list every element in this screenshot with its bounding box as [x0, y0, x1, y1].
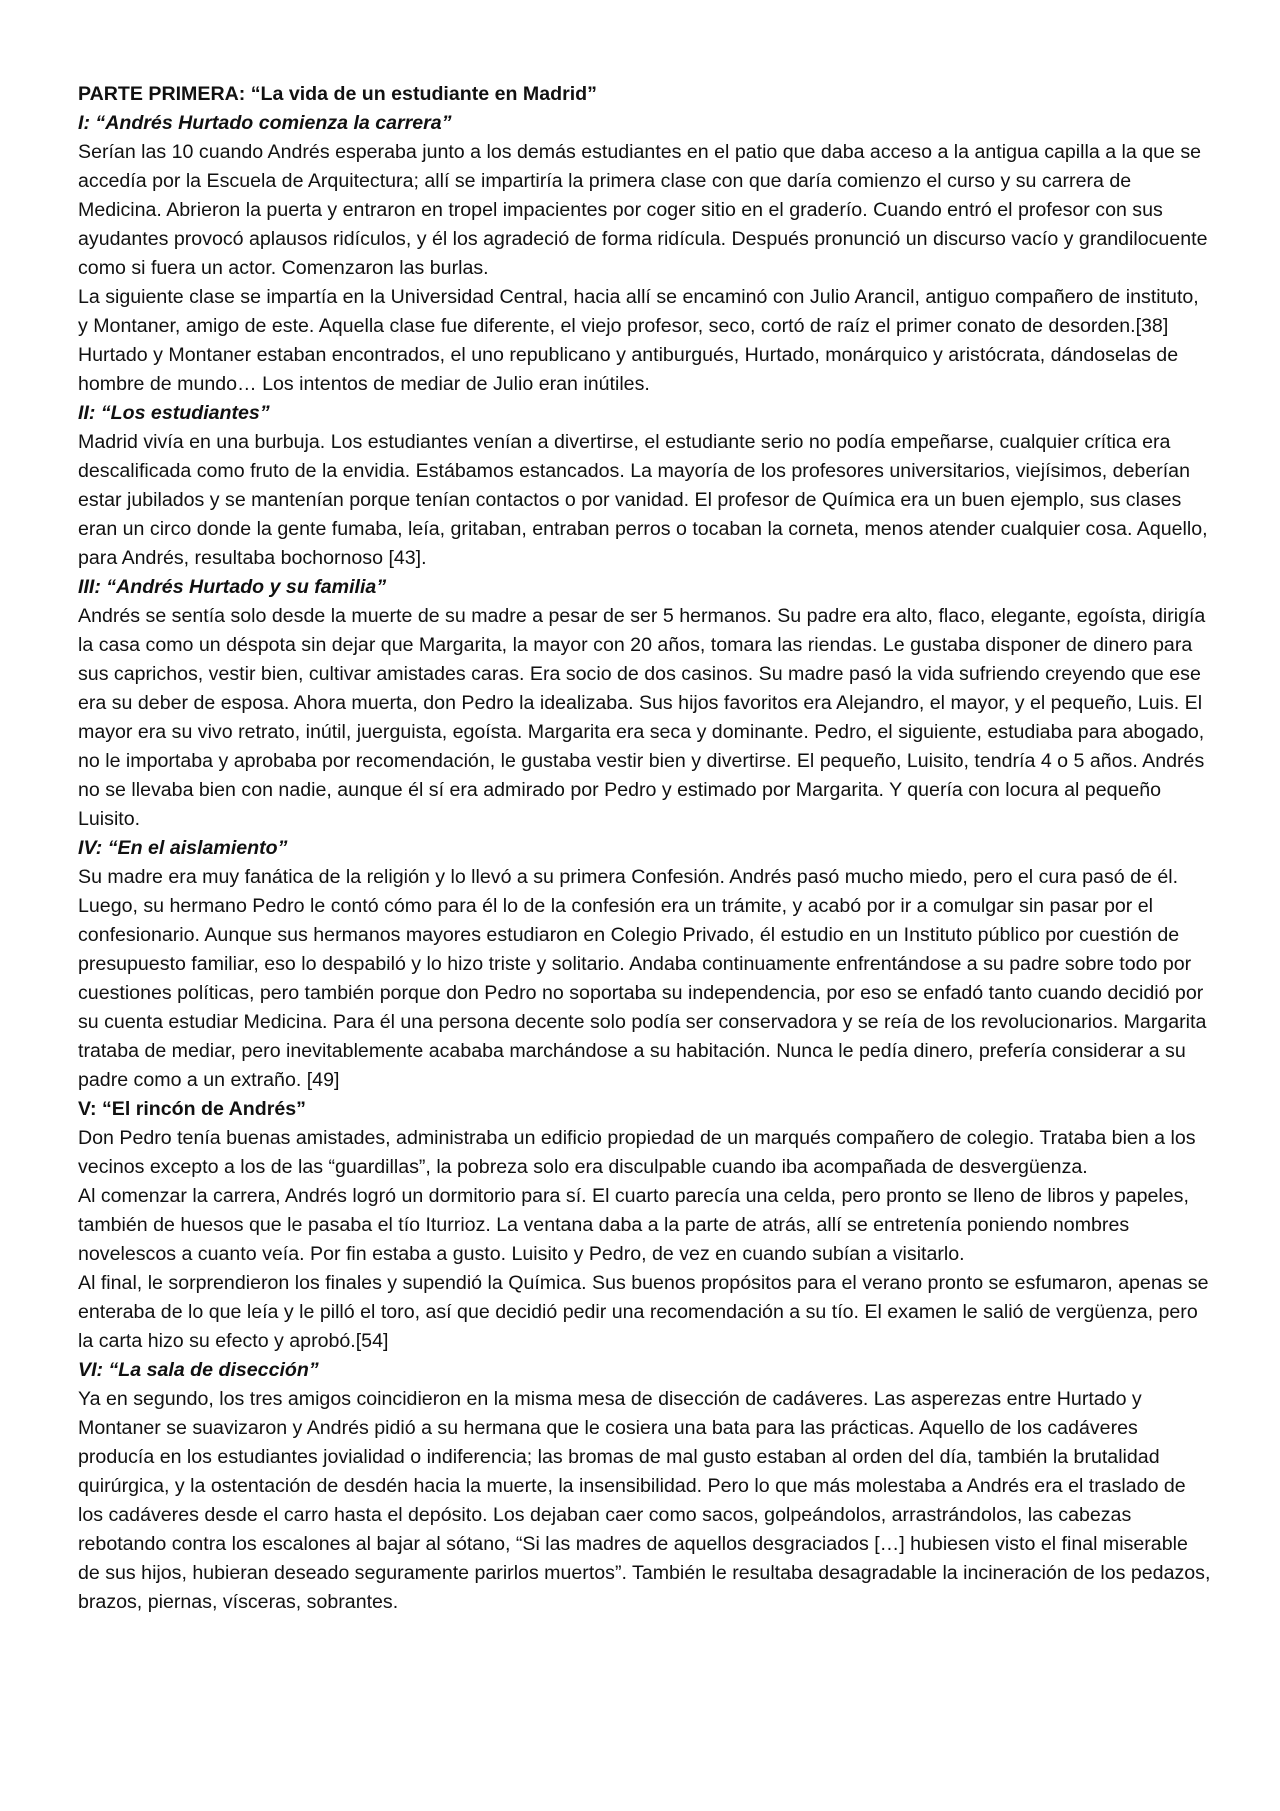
paragraph: Al comenzar la carrera, Andrés logró un dormitorio para sí. El cuarto parecía una celda, pero pronto se lleno de libros y papeles, también de huesos que le pasaba el tío Iturrioz. La ventana daba a la parte de atrás, allí se entretenía poniendo nombres novelescos a cuanto veía. Por fin estaba a gusto. Luisito y Pedro, de vez en cuando subían a visitarlo. [78, 1185, 1189, 1265]
paragraph: La siguiente clase se impartía en la Universidad Central, hacia allí se encaminó con Julio Arancil, antiguo compañero de instituto, y Montaner, amigo de este. Aquella clase fue diferente, el viejo profesor, seco, cortó de raíz el primer conato de desorden.[38] [78, 286, 1199, 337]
paragraph: Don Pedro tenía buenas amistades, administraba un edificio propiedad de un marqués compañero de colegio. Trataba bien a los vecinos excepto a los de las “guardillas”, la pobreza solo era disculpable cuando iba acompañada de desvergüenza. [78, 1127, 1196, 1178]
chapter-title: IV: “En el aislamiento” [78, 837, 288, 859]
paragraph: Ya en segundo, los tres amigos coincidieron en la misma mesa de disección de cadáveres. Las asperezas entre Hurtado y Montaner se suavizaron y Andrés pidió a su hermana que le cosiera una bata para las prácticas. Aquello de los cadáveres producía en los estudiantes jovialidad o indiferencia; las bromas de mal gusto estaban al orden del día, también la brutalidad quirúrgica, y la ostentación de desdén hacia la muerte, la insensibilidad. Pero lo que más molestaba a Andrés era el traslado de los cadáveres desde el carro hasta el depósito. Los dejaban caer como sacos, golpeándolos, arrastrándolos, las cabezas rebotando contra los escalones al bajar al sótano, “Si las madres de aquellos desgraciados […] hubiesen visto el final miserable de sus hijos, hubieran deseado seguramente parirlos muertos”. También le resultaba desagradable la incineración de los pedazos, brazos, piernas, vísceras, sobrantes. [78, 1388, 1211, 1613]
document-page [78, 80, 1213, 1617]
chapter-title: II: “Los estudiantes” [78, 402, 270, 424]
chapter-title: III: “Andrés Hurtado y su familia” [78, 576, 387, 598]
paragraph: Madrid vivía en una burbuja. Los estudiantes venían a divertirse, el estudiante serio no podía empeñarse, cualquier crítica era descalificada como fruto de la envidia. Estábamos estancados. La mayoría de los profesores universitarios, viejísimos, deberían estar jubilados y se mantenían porque tenían contactos o por vanidad. El profesor de Química era un buen ejemplo, sus clases eran un circo donde la gente fumaba, leía, gritaban, entraban perros o tocaban la corneta, menos atender cualquier cosa. Aquello, para Andrés, resultaba bochornoso [43]. [78, 431, 1208, 569]
paragraph: Su madre era muy fanática de la religión y lo llevó a su primera Confesión. Andrés pasó mucho miedo, pero el cura pasó de él. Luego, su hermano Pedro le contó cómo para él lo de la confesión era un trámite, y acabó por ir a comulgar sin pasar por el confesionario. Aunque sus hermanos mayores estudiaron en Colegio Privado, él estudio en un Instituto público por cuestión de presupuesto familiar, eso lo despabiló y lo hizo triste y solitario. Andaba continuamente enfrentándose a su padre sobre todo por cuestiones políticas, pero también porque don Pedro no soportaba su independencia, por eso se enfadó tanto cuando decidió por su cuenta estudiar Medicina. Para él una persona decente solo podía ser conservadora y se reía de los revolucionarios. Margarita trataba de mediar, pero inevitablemente acababa marchándose a su habitación. Nunca le pedía dinero, prefería considerar a su padre como a un extraño. [49] [78, 866, 1207, 1091]
paragraph: Andrés se sentía solo desde la muerte de su madre a pesar de ser 5 hermanos. Su padre era alto, flaco, elegante, egoísta, dirigía la casa como un déspota sin dejar que Margarita, la mayor con 20 años, tomara las riendas. Le gustaba disponer de dinero para sus caprichos, vestir bien, cultivar amistades caras. Era socio de dos casinos. Su madre pasó la vida sufriendo creyendo que ese era su deber de esposa. Ahora muerta, don Pedro la idealizaba. Sus hijos favoritos era Alejandro, el mayor, y el pequeño, Luis. El mayor era su vivo retrato, inútil, juerguista, egoísta. Margarita era seca y dominante. Pedro, el siguiente, estudiaba para abogado, no le importaba y aprobaba por recomendación, le gustaba vestir bien y divertirse. El pequeño, Luisito, tendría 4 o 5 años. Andrés no se llevaba bien con nadie, aunque él sí era admirado por Pedro y estimado por Margarita. Y quería con locura al pequeño Luisito. [78, 605, 1206, 830]
part-title: PARTE PRIMERA: “La vida de un estudiante en Madrid” [78, 83, 597, 105]
chapter-title: V: “El rincón de Andrés” [78, 1098, 306, 1120]
paragraph: Al final, le sorprendieron los finales y supendió la Química. Sus buenos propósitos para el verano pronto se esfumaron, apenas se enteraba de lo que leía y le pilló el toro, así que decidió pedir una recomendación a su tío. El examen le salió de vergüenza, pero la carta hizo su efecto y aprobó.[54] [78, 1272, 1209, 1352]
paragraph: Serían las 10 cuando Andrés esperaba junto a los demás estudiantes en el patio que daba acceso a la antigua capilla a la que se accedía por la Escuela de Arquitectura; allí se impartiría la primera clase con que daría comienzo el curso y su carrera de Medicina. Abrieron la puerta y entraron en tropel impacientes por coger sitio en el graderío. Cuando entró el profesor con sus ayudantes provocó aplausos ridículos, y él los agradeció de forma ridícula. Después pronunció un discurso vacío y grandilocuente como si fuera un actor. Comenzaron las burlas. [78, 141, 1208, 279]
chapter-title: I: “Andrés Hurtado comienza la carrera” [78, 112, 452, 134]
chapter-title: VI: “La sala de disección” [78, 1359, 319, 1381]
paragraph: Hurtado y Montaner estaban encontrados, el uno republicano y antiburgués, Hurtado, monárquico y aristócrata, dándoselas de hombre de mundo… Los intentos de mediar de Julio eran inútiles. [78, 344, 1179, 395]
